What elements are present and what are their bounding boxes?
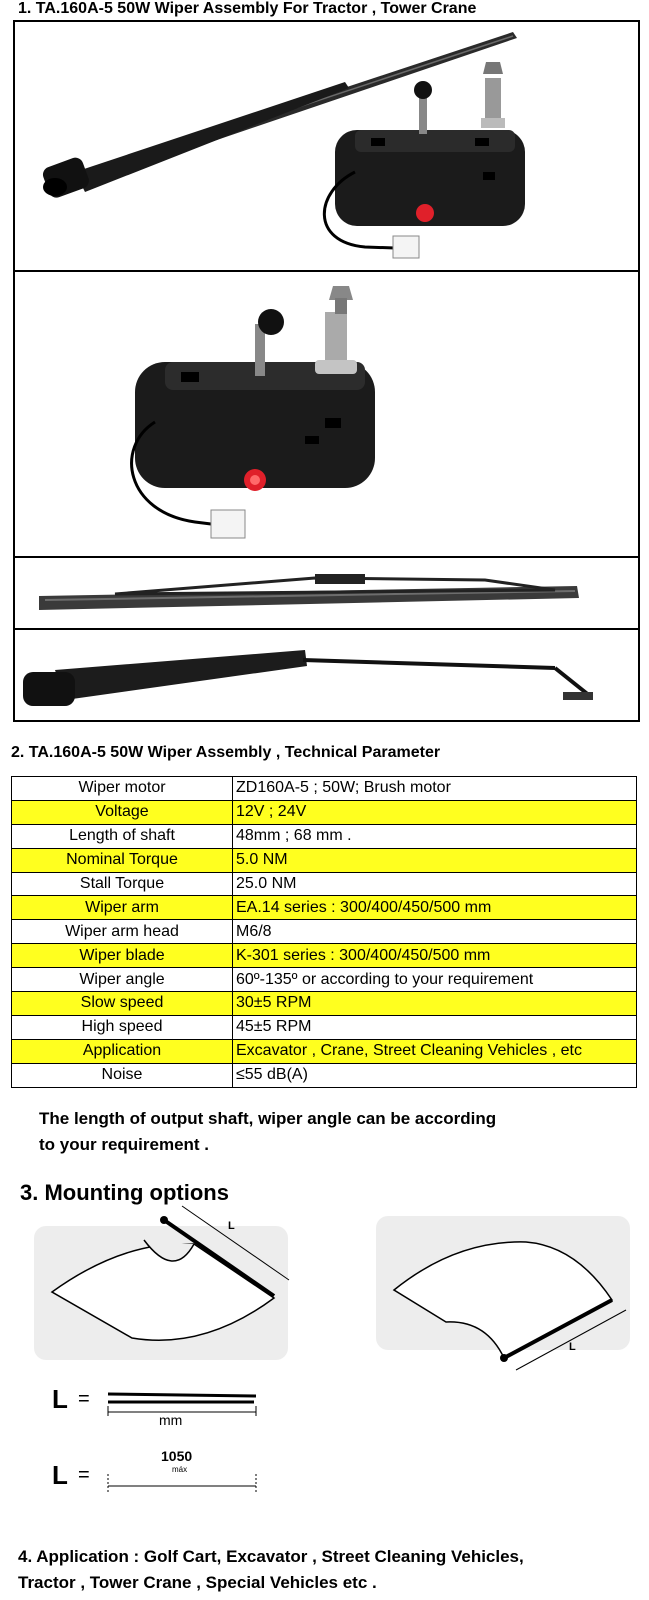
equals-2: = [78, 1464, 90, 1486]
spec-value: Excavator , Crane, Street Cleaning Vehicles , etc [233, 1039, 637, 1063]
note-line-1: The length of output shaft, wiper angle can be according [39, 1109, 497, 1128]
mounting-diagram-1 [34, 1200, 294, 1370]
application-line-2: Tractor , Tower Crane , Special Vehicles etc . [18, 1573, 377, 1592]
spec-row [12, 872, 637, 896]
max-length-value: 1050 [161, 1448, 193, 1464]
spec-value: 30±5 RPM [233, 992, 637, 1016]
note-line-2: to your requirement . [39, 1135, 210, 1154]
spec-label: Slow speed [12, 992, 233, 1016]
spec-value: 48mm ; 68 mm . [233, 824, 637, 848]
mounting-diagram-2 [376, 1210, 636, 1380]
spec-row [12, 1015, 637, 1039]
application-line-1: 4. Application : Golf Cart, Excavator , Street Cleaning Vehicles, [18, 1547, 524, 1566]
shaft-note [39, 1106, 496, 1158]
spec-value: EA.14 series : 300/400/450/500 mm [233, 896, 637, 920]
spec-row [12, 944, 637, 968]
spec-label: Length of shaft [12, 824, 233, 848]
section1-title: 1. TA.160A-5 50W Wiper Assembly For Tractor , Tower Crane [18, 0, 477, 17]
equals-1: = [78, 1388, 90, 1410]
spec-label: Wiper arm [12, 896, 233, 920]
spec-label: Stall Torque [12, 872, 233, 896]
spec-value: 45±5 RPM [233, 1015, 637, 1039]
dimension-label-1: L [228, 1220, 235, 1232]
blade-length-diagram [104, 1386, 264, 1416]
technical-parameter-table [11, 776, 637, 1088]
spec-label: Wiper blade [12, 944, 233, 968]
spec-value: ZD160A-5 ; 50W; Brush motor [233, 777, 637, 801]
spec-value: 60º-135º or according to your requirement [233, 968, 637, 992]
section4-application [18, 1544, 524, 1596]
photo-wiper-blade [13, 556, 640, 632]
photo-full-assembly [13, 20, 640, 274]
spec-label: Application [12, 1039, 233, 1063]
spec-row [12, 777, 637, 801]
L-symbol-1: L [52, 1384, 68, 1414]
spec-row [12, 896, 637, 920]
spec-value: 5.0 NM [233, 848, 637, 872]
max-length-dimension-line [104, 1472, 264, 1494]
spec-value: 12V ; 24V [233, 800, 637, 824]
dimension-label-2: L [569, 1341, 576, 1353]
L-symbol-2: L [52, 1460, 68, 1490]
spec-row [12, 968, 637, 992]
spec-value: 25.0 NM [233, 872, 637, 896]
spec-row [12, 1039, 637, 1063]
section3-title: 3. Mounting options [20, 1180, 229, 1205]
spec-row [12, 920, 637, 944]
spec-row [12, 1063, 637, 1087]
section2-title: 2. TA.160A-5 50W Wiper Assembly , Technical Parameter [11, 744, 441, 761]
photo-wiper-arm [13, 628, 640, 722]
spec-label: Wiper motor [12, 777, 233, 801]
spec-label: Wiper angle [12, 968, 233, 992]
spec-label: High speed [12, 1015, 233, 1039]
max-length-sub: máx [172, 1465, 188, 1474]
spec-value: ≤55 dB(A) [233, 1063, 637, 1087]
spec-value: K-301 series : 300/400/450/500 mm [233, 944, 637, 968]
spec-label: Wiper arm head [12, 920, 233, 944]
spec-row [12, 848, 637, 872]
spec-value: M6/8 [233, 920, 637, 944]
spec-row [12, 824, 637, 848]
spec-label: Noise [12, 1063, 233, 1087]
photo-wiper-motor [13, 270, 640, 560]
spec-label: Nominal Torque [12, 848, 233, 872]
spec-row [12, 992, 637, 1016]
unit-mm: mm [159, 1412, 183, 1428]
spec-row [12, 800, 637, 824]
spec-label: Voltage [12, 800, 233, 824]
